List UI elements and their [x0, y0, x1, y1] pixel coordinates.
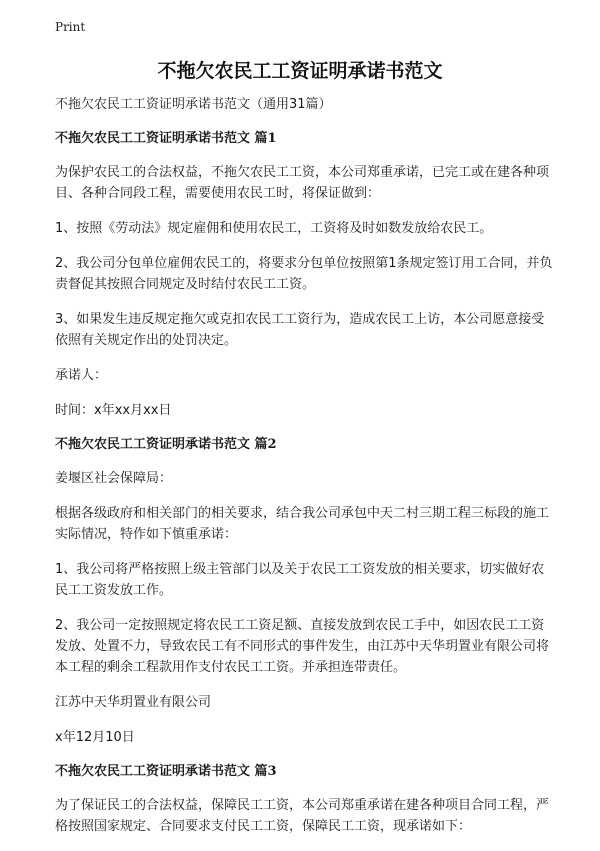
paragraph: 3、如果发生违反规定拖欠或克扣农民工工资行为，造成农民工上访，本公司愿意接受依照有关规定作出的处罚决定。	[55, 312, 545, 348]
date-line: 时间：x年xx月xx日	[55, 403, 172, 418]
signatory-label: 承诺人：	[55, 368, 108, 383]
paragraph: 1、按照《劳动法》规定雇佣和使用农民工，工资将及时如数发放给农民工。	[55, 221, 493, 236]
document-subtitle: 不拖欠农民工工资证明承诺书范文（通用31篇）	[55, 97, 332, 112]
company-name: 江苏中天华玥置业有限公司	[55, 695, 212, 710]
section-heading-2: 不拖欠农民工工资证明承诺书范文 篇2	[55, 437, 277, 452]
document-body	[55, 94, 555, 851]
paragraph: 2、我公司分包单位雇佣农民工的，将要求分包单位按照第1条规定签订用工合同，并负责督促其按照合同规定及时结付农民工工资。	[55, 256, 553, 292]
section-heading-3: 不拖欠农民工工资证明承诺书范文 篇3	[55, 764, 277, 779]
paragraph: 1、我公司将严格按照上级主管部门以及关于农民工工资发放的相关要求，切实做好农民工工资发放工作。	[55, 562, 545, 598]
paragraph: 根据各级政府和相关部门的相关要求，结合我公司承包中天二村三期工程三标段的施工实际情况，特作如下慎重承诺：	[55, 506, 550, 542]
print-label[interactable]: Print	[55, 20, 86, 34]
paragraph: 为保护农民工的合法权益，不拖欠农民工工资，本公司郑重承诺，已完工或在建各种项目、各种合同段工程，需要使用农民工时，将保证做到：	[55, 165, 550, 201]
section-heading-1: 不拖欠农民工工资证明承诺书范文 篇1	[55, 131, 277, 146]
date-line: x年12月10日	[55, 730, 135, 745]
paragraph: 2、我公司一定按照规定将农民工工资足额、直接发放到农民工手中，如因农民工工资发放、处置不力，导致农民工有不同形式的事件发生，由江苏中天华玥置业有限公司将本工程的剩余工程款用作支付农民工工资。并承担连带责任。	[55, 618, 550, 675]
document-title: 不拖欠农民工工资证明承诺书范文	[157, 60, 443, 82]
paragraph: 为了保证民工的合法权益，保障民工工资，本公司郑重承诺在建各种项目合同工程，严格按照国家规定、合同要求支付民工工资，保障民工工资，现承诺如下：	[55, 798, 550, 834]
addressee: 姜堰区社会保障局：	[55, 471, 173, 486]
